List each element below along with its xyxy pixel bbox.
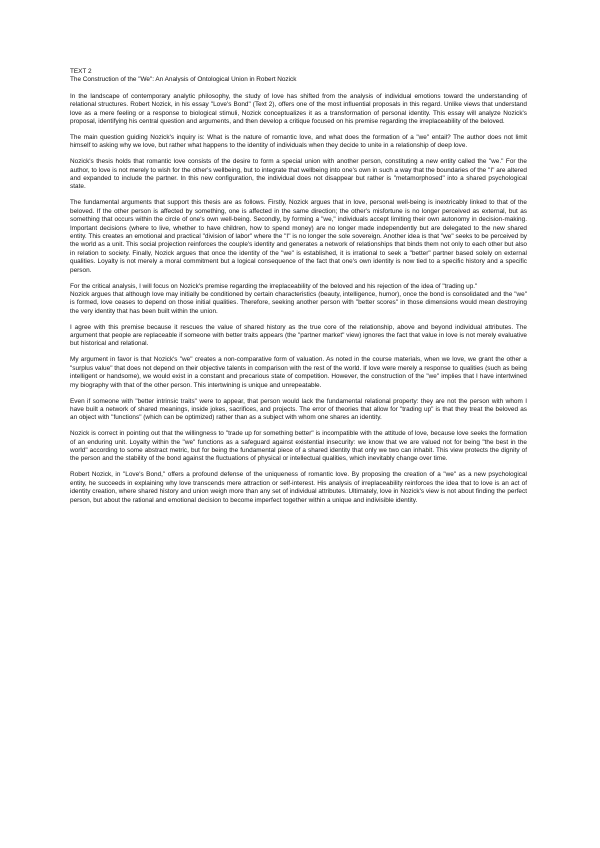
paragraph-irreplaceability: Nozick argues that although love may initially be conditioned by certain characteristics (beauty, intelligence, humor), once the bond is consolidated and the "we" is formed, love ceases to depend on those initial qualities. Therefore, seeking another person with "better scores" in those dimensions would mean destroying the very identity that has been built within the union. [70,290,527,315]
paragraph-agreement: I agree with this premise because it rescues the value of shared history as the true core of the relationship, above and beyond individual attributes. The argument that people are replaceable if someone with better traits appears (the "partner market" view) ignores the fact that value in love is not merely evaluative but historical and relational. [70,323,527,348]
paragraph-thesis: Nozick's thesis holds that romantic love consists of the desire to form a special union with another person, constituting a new entity called the "we." For the author, to love is not merely to wish for the other's wellbeing, but to integrate that wellbeing into one's own in such a way that the boundaries of the "I" are altered and expanded to include the partner. In this new configuration, the individual does not disappear but rather is "metamorphosed" into a shared psychological state. [70,158,527,191]
paragraph-introduction: In the landscape of contemporary analytic philosophy, the study of love has shifted from the analysis of individual emotions toward the understanding of relational structures. Robert Nozick, in his essay "Love's Bond" (Text 2), offers one of the most influential proposals in this regard. Unlike views that understand love as a mere feeling or a response to biological stimuli, Nozick conceptualizes it as a transformation of personal identity. This essay will analyze Nozick's proposal, identifying his central question and arguments, and then develop a critique focused on his premise regarding the irreplaceability of the beloved. [70,92,527,126]
paragraph-critical-focus: For the critical analysis, I will focus on Nozick's premise regarding the irreplaceability of the beloved and his rejection of the idea of "trading up." [70,282,478,290]
text-heading: TEXT 2 [70,68,92,75]
essay-title: The Construction of the "We": An Analysis of Ontological Union in Robert Nozick [70,76,297,84]
paragraph-conclusion: Robert Nozick, in "Love's Bond," offers a profound defense of the uniqueness of romantic love. By proposing the creation of a "we" as a new psychological entity, he succeeds in explaining why love transcends mere attraction or self-interest. His analysis of irreplaceability reinforces the idea that to love is an act of identity creation, where shared history and union weigh more than any set of individual attributes. Ultimately, love in Nozick's view is not about finding the perfect person, but about the rational and emotional decision to become imperfect together within a unique and indivisible identity. [70,471,527,504]
paragraph-arguments: The fundamental arguments that support this thesis are as follows. Firstly, Nozick argues that in love, personal well-being is inextricably linked to that of the beloved. If the other person is affected by something, one is affected in the same direction; the other's misfortune is no longer perceived as external, but as something that occurs within the circle of one's own well-being. Secondly, by forming a "we," individuals accept limiting their own autonomy in decision-making. Important decisions (where to live, whether to have children, how to spend money) are no longer made independently but are delegated to the new shared entity. This creates an emotional and practical "division of labor" where the "I" is no longer the sole sovereign. Another idea is that "we" seeks to be perceived by the world as a unit. This social projection reinforces the couple's identity and generates a network of relationships that binds them not only to each other but also in relation to society. Finally, Nozick argues that once the identity of the "we" is established, it is irrational to seek a "better" partner based solely on external qualities. Loyalty is not merely a moral commitment but a logical consequence of the fact that one's own identity is now tied to a specific history and a specific person. [70,199,527,274]
paragraph-argument-in-favor: My argument in favor is that Nozick's "we" creates a non-comparative form of valuation. As noted in the course materials, when we love, we grant the other a "surplus value" that does not depend on their objective talents in comparison with the rest of the world. If love were merely a response to qualities (such as being intelligent or handsome), we would exist in a constant and precarious state of competition. However, the construction of the "we" implies that I have intertwined my biography with that of the other person. This intertwining is unique and unrepeatable. [70,356,527,389]
paragraph-loyalty: Nozick is correct in pointing out that the willingness to "trade up for something better" is incompatible with the attitude of love, because love seeks the formation of an enduring unit. Loyalty within the "we" functions as a safeguard against existential insecurity: we know that we are valued not for being "the best in the world" according to some abstract metric, but for being the fundamental piece of a shared identity that only we two can inhabit. This view protects the dignity of the person and the stability of the bond against the fluctuations of physical or intellectual qualities, which inevitably change over time. [70,430,527,463]
document-page [70,68,527,512]
paragraph-main-question: The main question guiding Nozick's inquiry is: What is the nature of romantic love, and what does the formation of a "we" entail? The author does not limit himself to asking why we love, but rather what happens to the identity of individuals when they decide to unite in a relationship of deep love. [70,133,527,150]
paragraph-relational-property: Even if someone with "better intrinsic traits" were to appear, that person would lack the fundamental relational property: they are not the person with whom I have built a network of shared meanings, inside jokes, sacrifices, and projects. The error of theories that allow for "trading up" is that they treat the beloved as an object with "functions" (which can be optimized) rather than as a subject with whom one shares an identity. [70,397,527,422]
